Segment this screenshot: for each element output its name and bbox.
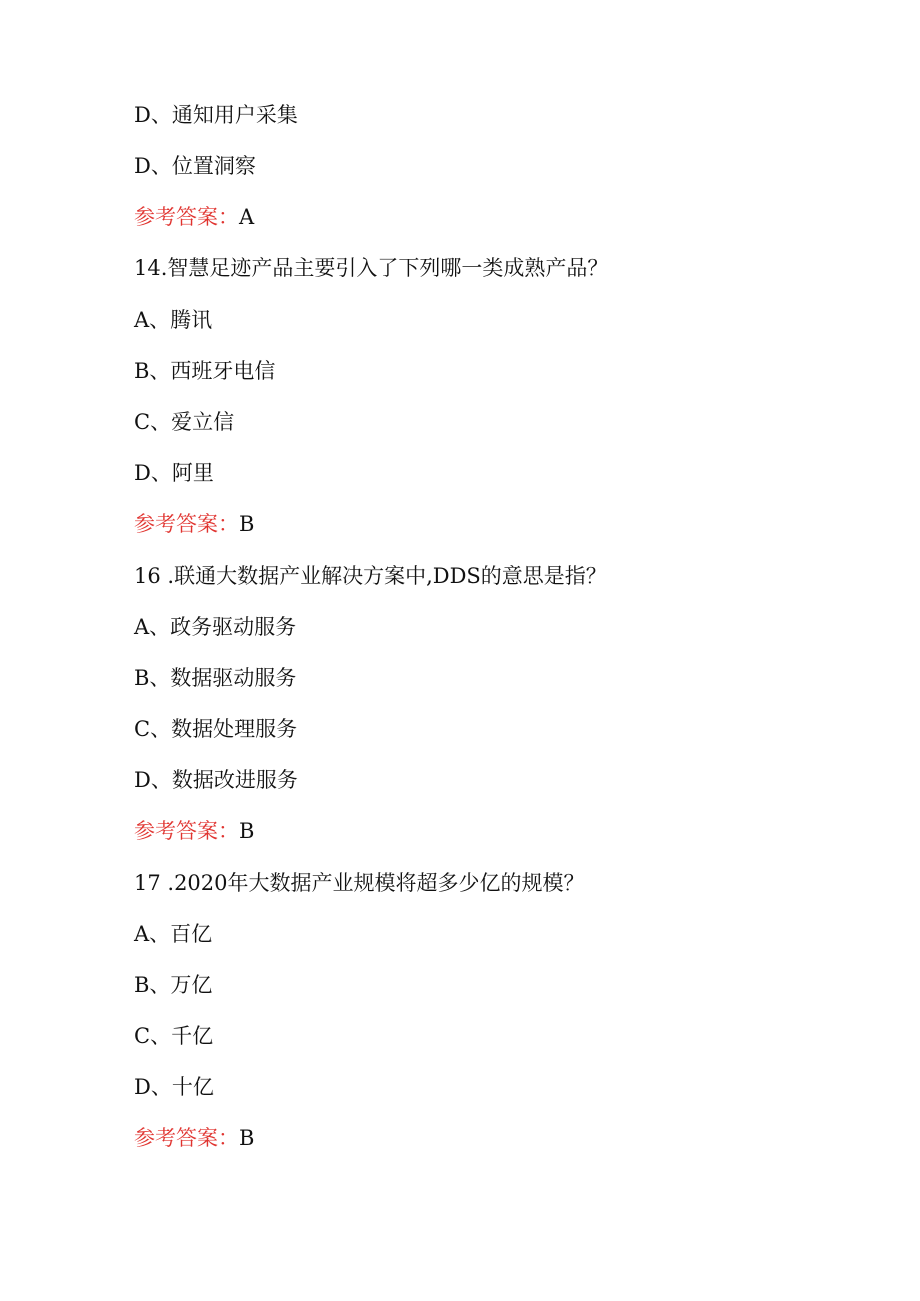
answer-label: 参考答案： xyxy=(134,819,239,843)
answer-label: 参考答案： xyxy=(134,512,239,536)
answer-label: 参考答案： xyxy=(134,205,239,229)
answer-line xyxy=(134,510,254,538)
option-line: B、数据驱动服务 xyxy=(134,666,297,690)
answer-line xyxy=(134,817,254,845)
answer-line xyxy=(134,203,254,231)
answer-value: A xyxy=(239,205,255,229)
question-line: 16 .联通大数据产业解决方案中,DDS的意思是指？ xyxy=(134,564,607,588)
option-line: D、十亿 xyxy=(134,1075,214,1099)
answer-value: B xyxy=(239,819,255,843)
option-line: B、万亿 xyxy=(134,973,213,997)
answer-value: B xyxy=(239,512,255,536)
option-line: C、千亿 xyxy=(134,1024,214,1048)
option-line: D、位置洞察 xyxy=(134,154,256,178)
option-line: D、通知用户采集 xyxy=(134,103,298,127)
question-line: 17 .2020年大数据产业规模将超多少亿的规模？ xyxy=(134,871,585,895)
answer-value: B xyxy=(239,1126,255,1150)
option-line: A、百亿 xyxy=(134,922,213,946)
option-line: A、腾讯 xyxy=(134,308,213,332)
question-line: 14.智慧足迹产品主要引入了下列哪一类成熟产品？ xyxy=(134,256,609,280)
option-line: C、爱立信 xyxy=(134,410,235,434)
option-line: A、政务驱动服务 xyxy=(134,615,297,639)
option-line: B、西班牙电信 xyxy=(134,359,276,383)
answer-line xyxy=(134,1124,254,1152)
option-line: D、数据改进服务 xyxy=(134,768,298,792)
option-line: C、数据处理服务 xyxy=(134,717,298,741)
answer-label: 参考答案： xyxy=(134,1126,239,1150)
option-line: D、阿里 xyxy=(134,461,214,485)
